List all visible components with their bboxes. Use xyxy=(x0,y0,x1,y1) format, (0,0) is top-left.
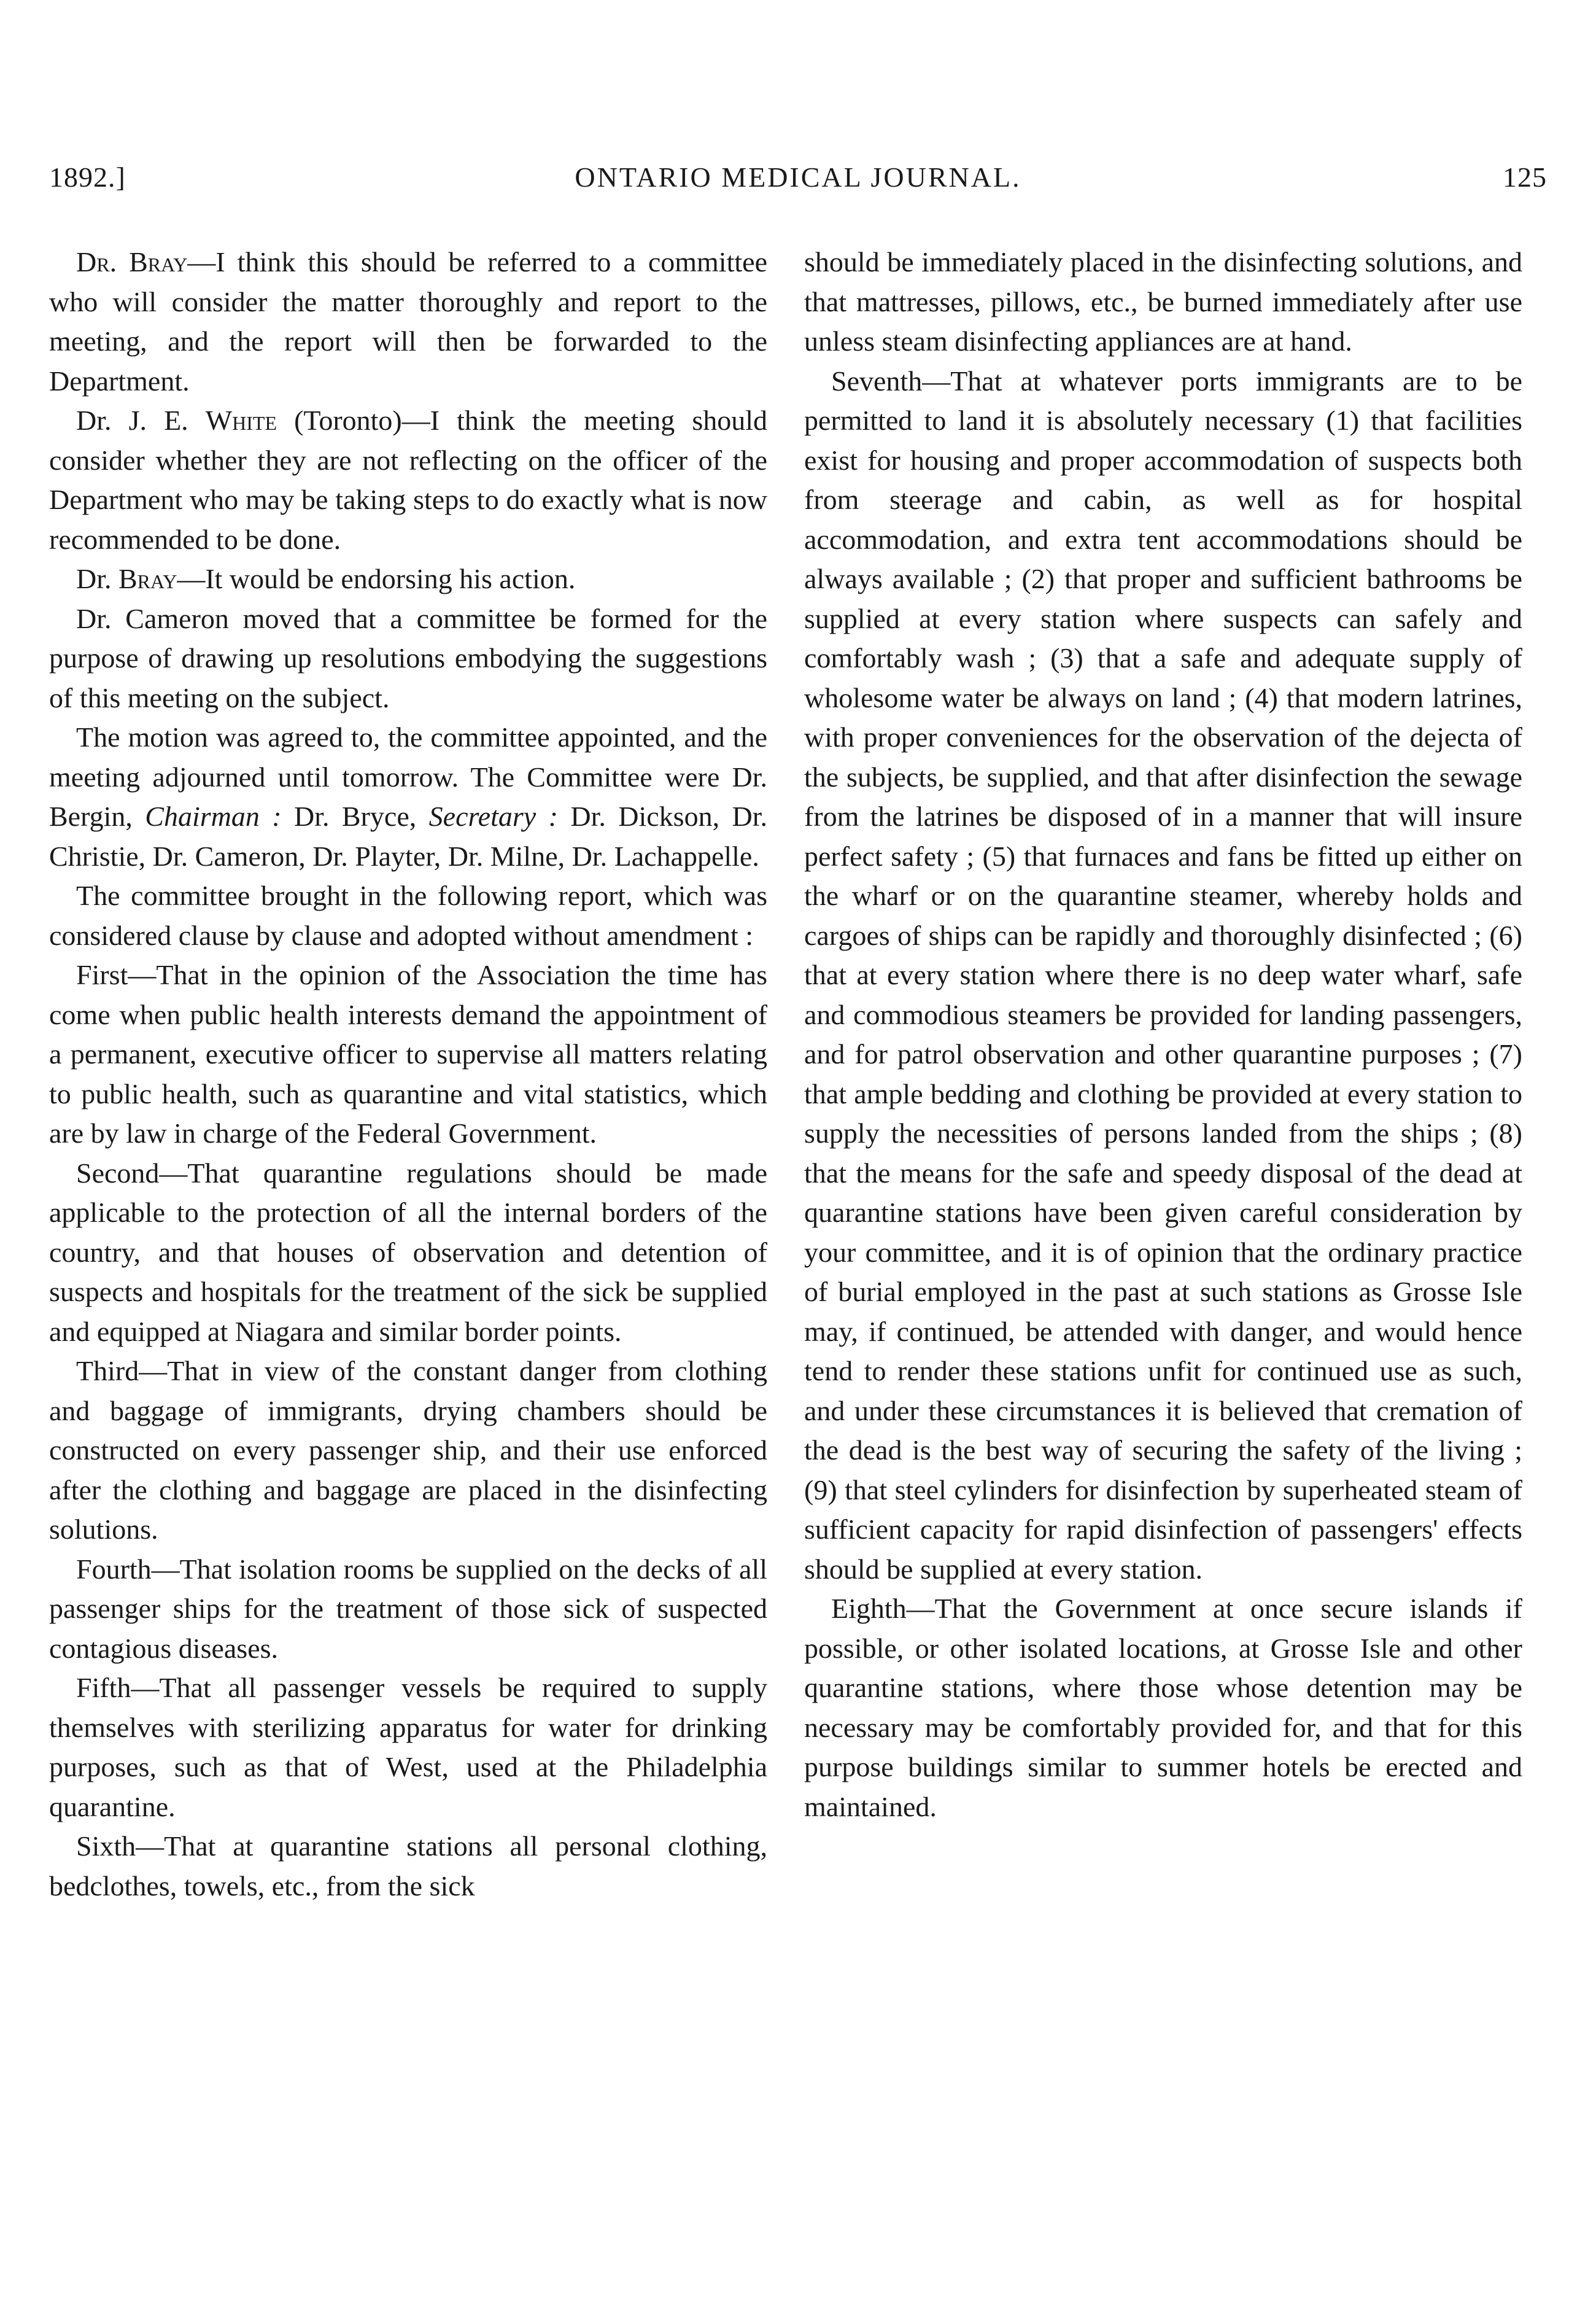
speaker-name: Bray xyxy=(118,563,177,594)
header-year: 1892.] xyxy=(49,161,126,193)
clause-first: First—That in the opinion of the Association the time has come when public health interests demand the appointment of a permanent, executive officer to supervise all matters relating to public health, such as quarantine and vital statistics, which are by law in charge of the Federal Government. xyxy=(49,959,767,1149)
clause-sixth: Sixth—That at quarantine stations all personal clothing, bedclothes, towels, etc., from the sick xyxy=(49,1830,767,1902)
paragraph-bray-2 xyxy=(49,559,767,599)
paragraph-text: The motion was agreed to, the committee appointed, and the meeting adjourned until tomorrow. The Committee were Dr. Bergin, xyxy=(49,721,767,832)
paragraph-text: (Toronto)—I think the meeting should consider whether they are not reflecting on the officer of the Department who may be taking steps to do exactly what is now recommended to be done. xyxy=(49,405,767,555)
speaker-name: White xyxy=(205,405,277,436)
secretary-label: Secretary : xyxy=(428,801,558,832)
speaker-name: Dr. Bray xyxy=(76,246,188,278)
clause-sixth-continued: should be immediately placed in the disinfecting solutions, and that mattresses, pillows, etc., be burned immediately after use unless steam disinfecting appliances are at hand. xyxy=(804,246,1522,357)
clause-fifth: Fifth—That all passenger vessels be required to supply themselves with sterilizing apparatus for water for drinking purposes, such as that of West, used at the Philadelphia quarantine. xyxy=(49,1672,767,1822)
speaker-prefix: Dr. xyxy=(76,563,118,594)
page-number: 125 xyxy=(1503,161,1547,193)
left-column xyxy=(49,243,767,1906)
paragraph-committee-members xyxy=(49,718,767,876)
paragraph-cameron-motion: Dr. Cameron moved that a committee be formed for the purpose of drawing up resolutions embodying the suggestions of this meeting on the subject. xyxy=(49,602,767,713)
paragraph-text: —It would be endorsing his action. xyxy=(177,563,576,594)
speaker-prefix: Dr. J. E. xyxy=(76,405,206,436)
page-header xyxy=(49,161,1547,198)
journal-title: ONTARIO MEDICAL JOURNAL. xyxy=(575,161,1021,193)
paragraph-text: Dr. Dickson, Dr. Christie, Dr. Cameron, Dr. Playter, Dr. Milne, Dr. Lachappelle. xyxy=(49,801,767,872)
clause-fourth: Fourth—That isolation rooms be supplied on the decks of all passenger ships for the treatment of those sick of suspected contagious diseases. xyxy=(49,1553,767,1664)
paragraph-report-intro: The committee brought in the following report, which was considered clause by clause and adopted without amendment : xyxy=(49,880,767,951)
paragraph-text: Dr. Bryce, xyxy=(281,801,429,832)
paragraph-white xyxy=(49,401,767,559)
paragraph-bray-1 xyxy=(49,243,767,401)
clause-seventh: Seventh—That at whatever ports immigrants are to be permitted to land it is absolutely necessary (1) that facilities exist for housing and proper accommodation of suspects both from steerage and cabin, as well as for hospital accommodation, and extra tent accommodations should be always available ; (2) that proper and sufficient bathrooms be supplied at every station where suspects can safely and comfortably wash ; (3) that a safe and adequate supply of wholesome water be always on land ; (4) that modern latrines, with proper conveniences for the observation of the dejecta of the subjects, be supplied, and that after disinfection the sewage from the latrines be disposed of in a manner that will insure perfect safety ; (5) that furnaces and fans be fitted up either on the wharf or on the quarantine steamer, whereby holds and cargoes of ships can be rapidly and thoroughly disinfected ; (6) that at every station where there is no deep water wharf, safe and commodious steamers be provided for landing passengers, and for patrol observation and other quarantine purposes ; (7) that ample bedding and clothing be provided at every station to supply the necessities of persons landed from the ships ; (8) that the means for the safe and speedy disposal of the dead at quarantine stations have been given careful consideration by your committee, and it is of opinion that the ordinary practice of burial employed in the past at such stations as Grosse Isle may, if continued, be attended with danger, and would hence tend to render these stations unfit for continued use as such, and under these circumstances it is believed that cremation of the dead is the best way of securing the safety of the living ; (9) that steel cylinders for disinfection by superheated steam of sufficient capacity for rapid disinfection of passengers' effects should be supplied at every station. xyxy=(804,365,1522,1585)
clause-second: Second—That quarantine regulations should be made applicable to the protection of all the internal borders of the country, and that houses of observation and detention of suspects and hospitals for the treatment of the sick be supplied and equipped at Niagara and similar border points. xyxy=(49,1157,767,1347)
right-column xyxy=(804,243,1522,1827)
chairman-label: Chairman : xyxy=(145,801,282,832)
clause-eighth: Eighth—That the Government at once secure islands if possible, or other isolated locations, at Grosse Isle and other quarantine stations, where those whose detention may be necessary may be comfortably provided for, and that for this purpose buildings similar to summer hotels be erected and maintained. xyxy=(804,1593,1522,1822)
clause-third: Third—That in view of the constant danger from clothing and baggage of immigrants, drying chambers should be constructed on every passenger ship, and their use enforced after the clothing and baggage are placed in the disinfecting solutions. xyxy=(49,1355,767,1545)
paragraph-text: —I think this should be referred to a committee who will consider the matter thoroughly and report to the meeting, and the report will then be forwarded to the Department. xyxy=(49,246,767,397)
